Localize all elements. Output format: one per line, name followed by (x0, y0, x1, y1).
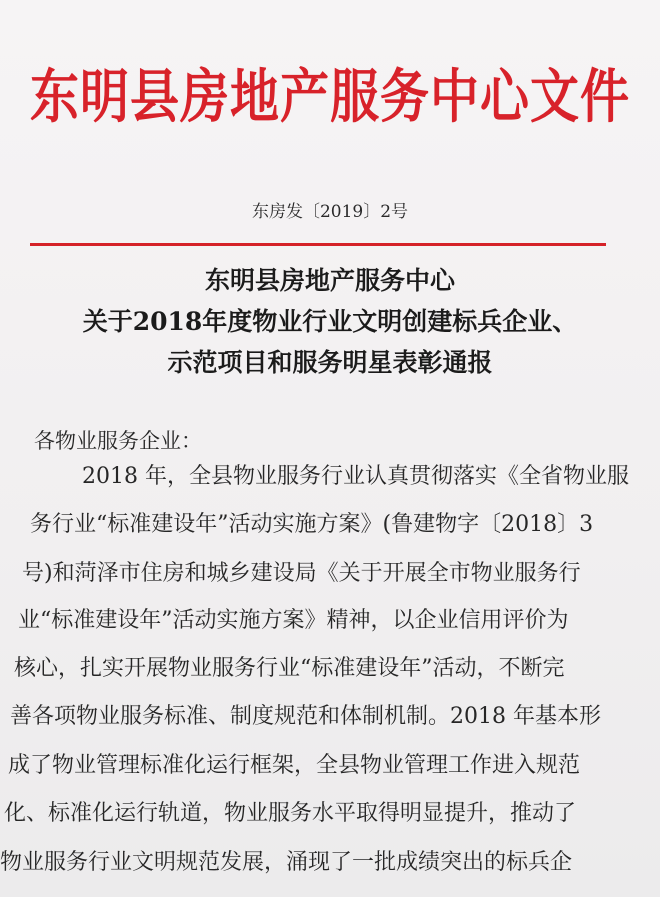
notice-title-line-2: 关于2018年度物业行业文明创建标兵企业、 (82, 307, 578, 336)
body-text-line: 业“标准建设年”活动实施方案》精神，以企业信用评价为 (18, 608, 569, 633)
body-text-line: 号)和菏泽市住房和城乡建设局《关于开展全市物业服务行 (22, 561, 581, 586)
notice-title-line-3: 示范项目和服务明星表彰通报 (167, 348, 493, 377)
document-number: 东房发〔2019〕2号 (251, 202, 409, 222)
body-text-line: 善各项物业服务标准、制度规范和体制机制。2018 年基本形 (10, 704, 601, 729)
document-header-title: 东明县房地产服务中心文件 (29, 62, 630, 131)
red-divider-line (30, 243, 606, 246)
salutation: 各物业服务企业： (34, 429, 202, 453)
notice-title-line-1: 东明县房地产服务中心 (204, 266, 455, 295)
body-text-line: 成了物业管理标准化运行框架，全县物业管理工作进入规范 (8, 753, 581, 778)
body-text-line: 化、标准化运行轨道，物业服务水平取得明显提升，推动了 (4, 801, 577, 826)
body-text-line: 2018 年，全县物业服务行业认真贯彻落实《全省物业服 (82, 464, 629, 489)
body-text-line: 物业服务行业文明规范发展，涌现了一批成绩突出的标兵企 (0, 850, 573, 875)
body-text-line: 核心，扎实开展物业服务行业“标准建设年”活动，不断完 (14, 656, 565, 681)
body-text-line: 务行业“标准建设年”活动实施方案》(鲁建物字〔2018〕3 (30, 512, 594, 537)
